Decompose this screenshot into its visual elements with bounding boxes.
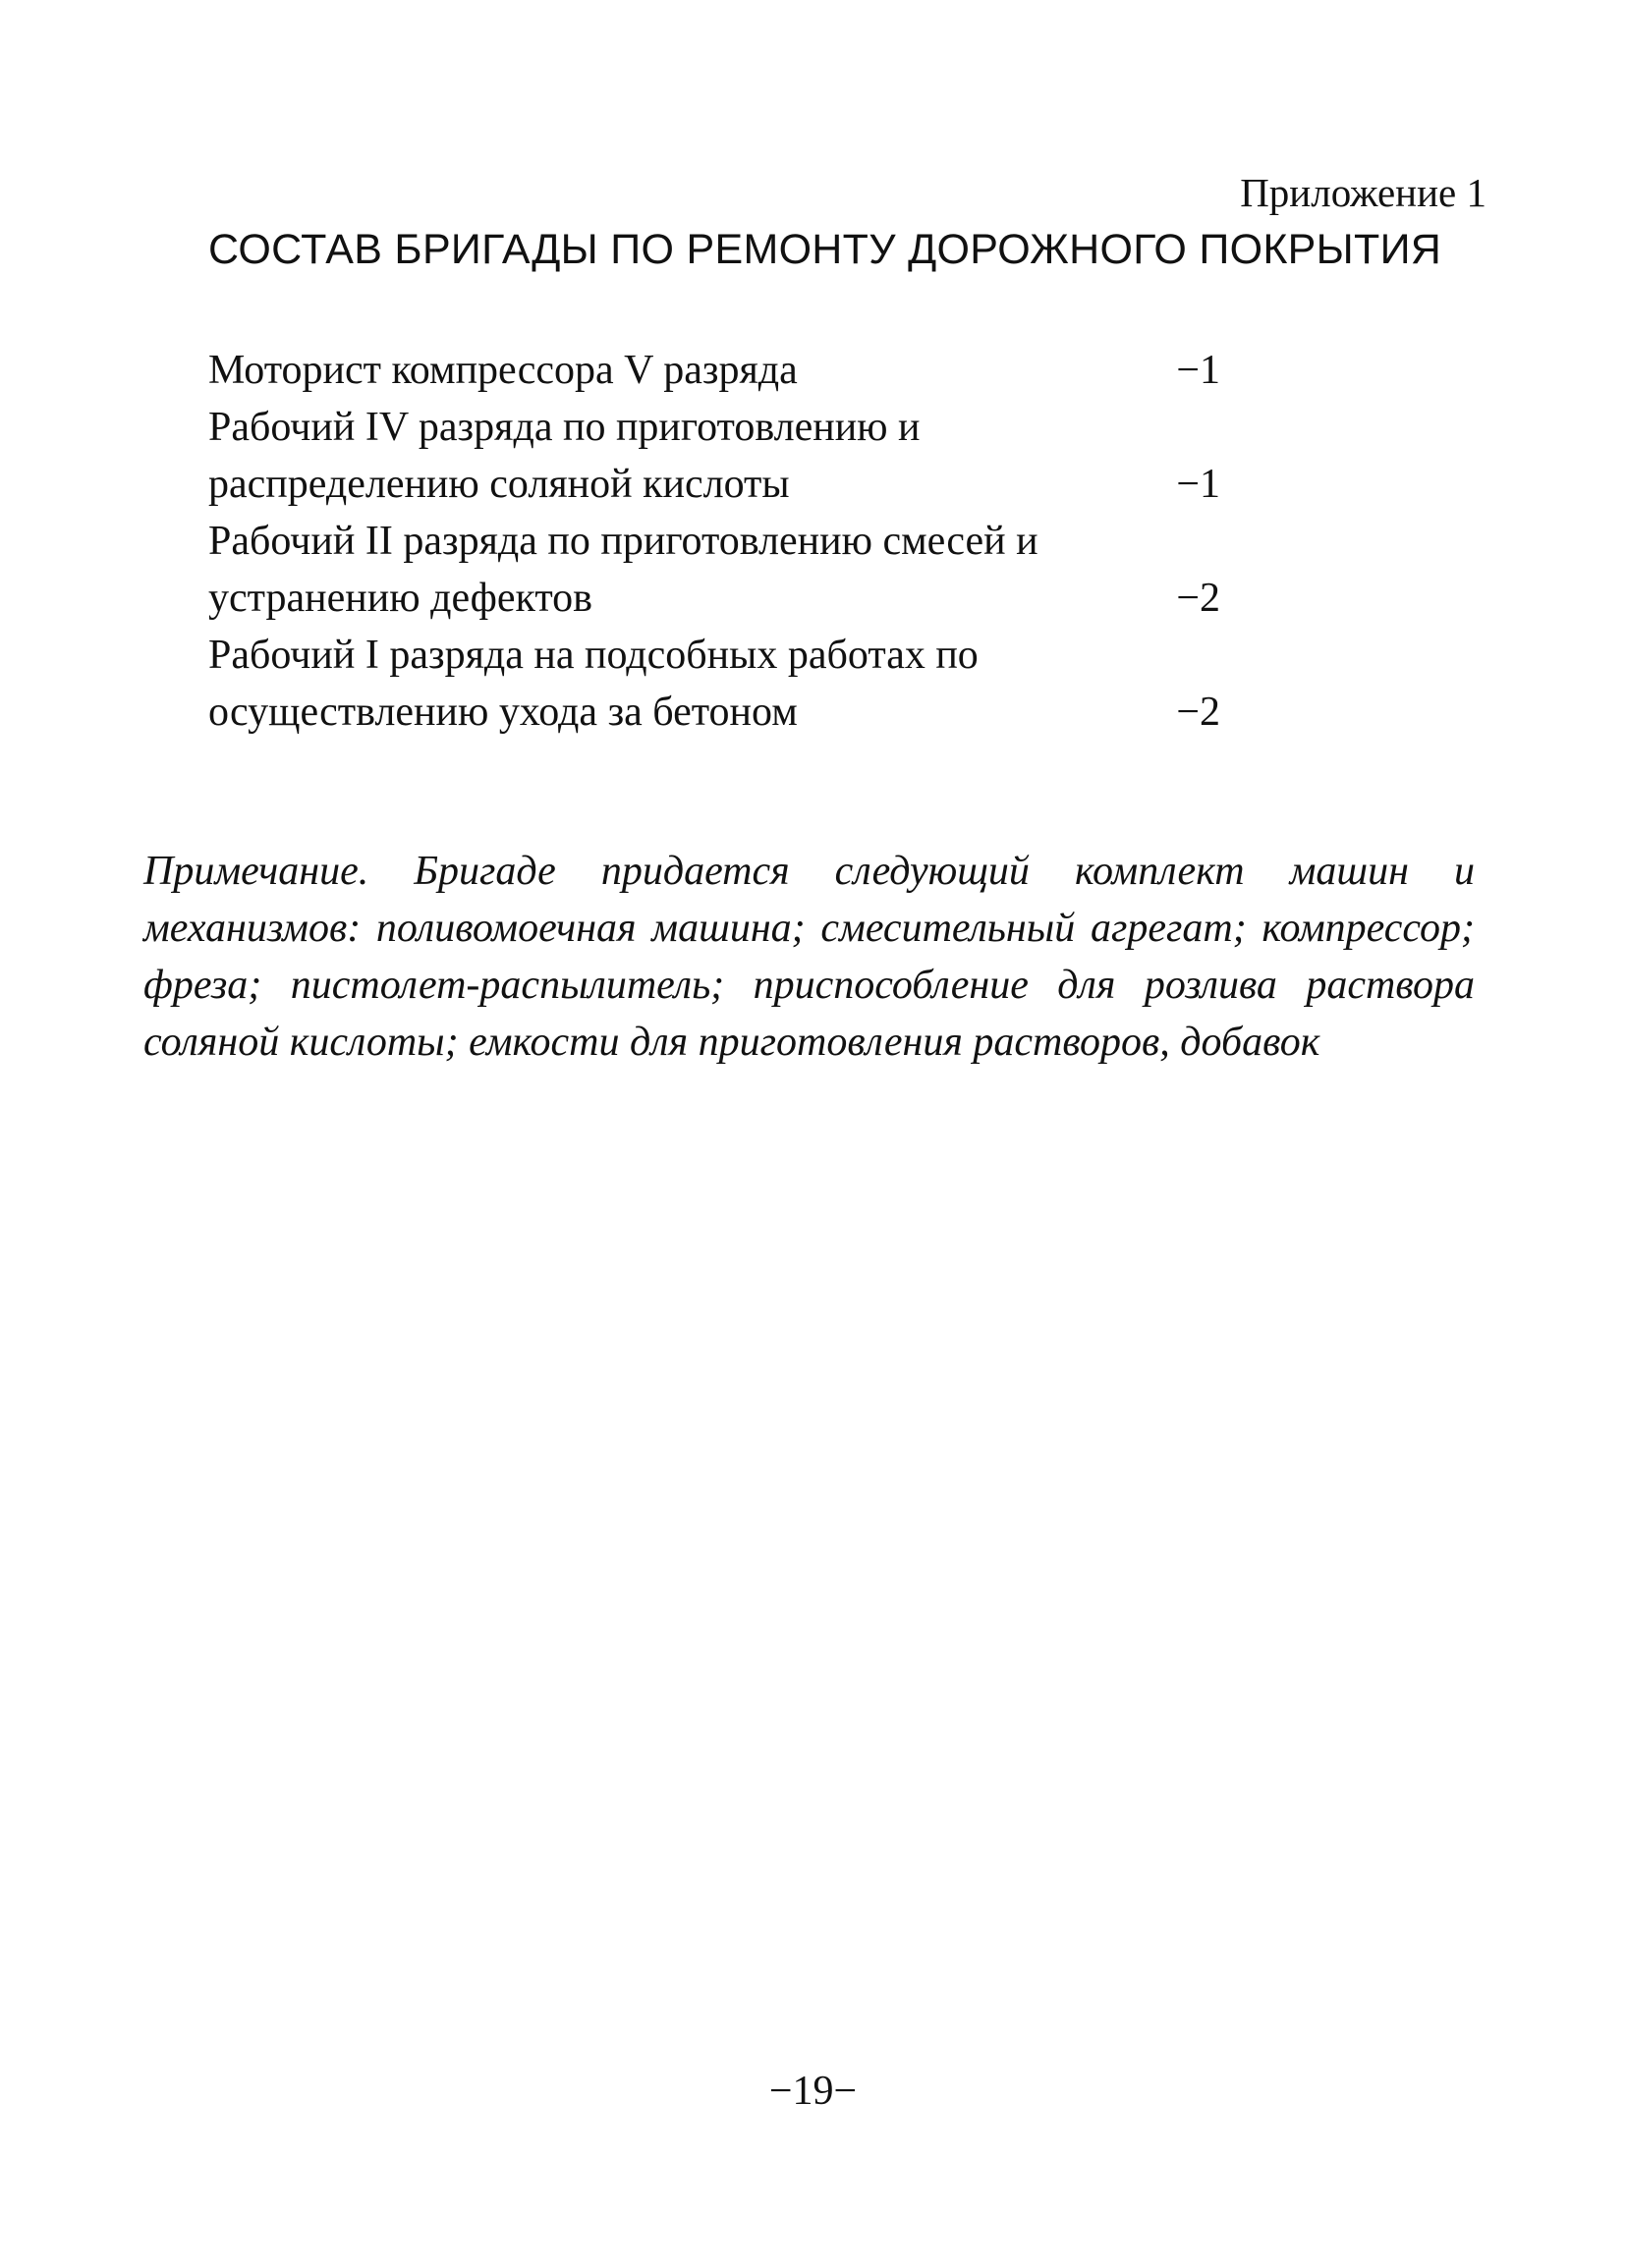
appendix-label: Приложение 1	[1240, 170, 1486, 215]
roster-item-count: −1	[1176, 348, 1220, 393]
roster-item-count: −1	[1176, 462, 1220, 507]
roster-item-text: устранению дефектов	[208, 576, 592, 621]
roster-item	[208, 513, 1220, 627]
roster-item	[208, 399, 1220, 513]
roster-item	[208, 627, 1220, 741]
page-number: −19−	[768, 2069, 858, 2114]
roster-item	[208, 342, 1220, 399]
roster-item-text: Моторист компрессора V разряда	[208, 348, 798, 393]
roster-item-text: Рабочий IV разряда по приготовлению и	[208, 405, 921, 450]
roster-item-text: осуществлению ухода за бетоном	[208, 690, 798, 735]
crew-roster	[208, 342, 1220, 741]
roster-item-count: −2	[1176, 576, 1220, 621]
roster-item-text: распределению соляной кислоты	[208, 462, 790, 507]
equipment-note: Примечание. Бригаде придается следующий комплект машин и механизмов: поливомоечная машина; смесительный агрегат; компрессор; фреза; пистолет-распылитель; приспособление для розлива раствора соляной кислоты; емкости для приготовления растворов, добавок	[143, 849, 1475, 1065]
roster-item-text: Рабочий I разряда на подсобных работах по	[208, 633, 979, 678]
document-title: СОСТАВ БРИГАДЫ ПО РЕМОНТУ ДОРОЖНОГО ПОКРЫТИЯ	[208, 226, 1442, 273]
roster-item-text: Рабочий II разряда по приготовлению смесей и	[208, 519, 1038, 564]
roster-item-count: −2	[1176, 690, 1220, 735]
